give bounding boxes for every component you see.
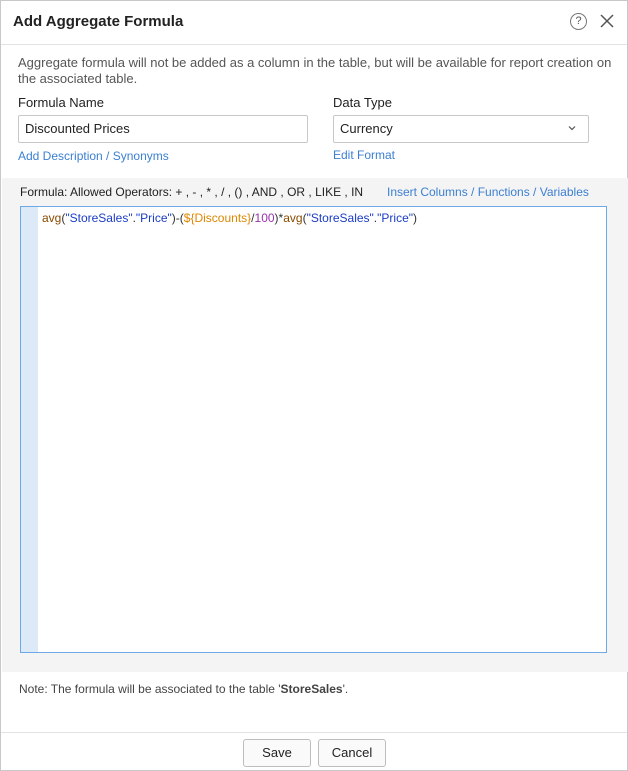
code-token: / (251, 211, 255, 225)
dialog-header (1, 1, 627, 45)
formula-name-value: Discounted Prices (25, 121, 130, 136)
insert-columns-link[interactable]: Insert Columns / Functions / Variables (387, 185, 589, 199)
code-token: "Price" (135, 211, 172, 225)
code-token: ) (171, 211, 176, 225)
code-token: ( (179, 211, 184, 225)
table-association-note (19, 682, 348, 696)
data-type-select[interactable] (333, 115, 589, 143)
code-token: "StoreSales" (65, 211, 133, 225)
note-suffix: '. (342, 682, 349, 696)
close-icon[interactable] (599, 13, 615, 29)
add-description-link[interactable]: Add Description / Synonyms (18, 149, 169, 163)
dialog-title: Add Aggregate Formula (13, 13, 184, 30)
code-token: "Price" (377, 211, 413, 225)
formula-name-label: Formula Name (18, 95, 104, 110)
code-token: ( (61, 211, 66, 225)
formula-name-input[interactable] (18, 115, 308, 143)
chevron-down-icon (568, 124, 576, 132)
data-type-label: Data Type (333, 95, 393, 110)
code-token: ${Discounts} (183, 211, 252, 225)
allowed-operators-label: Formula: Allowed Operators: + , - , * , / , () , AND , OR , LIKE , IN (20, 185, 364, 199)
code-token: * (278, 211, 284, 225)
help-icon[interactable]: ? (570, 13, 587, 30)
edit-format-link[interactable]: Edit Format (333, 148, 396, 162)
dialog-description: Aggregate formula will not be added as a column in the table, but will be available for report creation on the associated table. (18, 55, 612, 86)
code-token: ) (274, 211, 279, 225)
code-token: . (132, 211, 136, 225)
data-type-value: Currency (340, 121, 393, 136)
dialog-footer (1, 732, 627, 770)
note-table-name: StoreSales (280, 682, 343, 696)
code-token: . (373, 211, 378, 225)
formula-section (2, 178, 628, 672)
code-token: avg (283, 211, 303, 225)
formula-editor[interactable] (20, 206, 607, 653)
code-token: - (175, 211, 180, 225)
code-token: ( (302, 211, 307, 225)
note-prefix: Note: The formula will be associated to the table ' (19, 682, 281, 696)
formula-code (42, 211, 417, 225)
editor-gutter (21, 207, 38, 652)
code-token: avg (42, 211, 62, 225)
code-token: ) (413, 211, 417, 225)
save-button[interactable]: Save (243, 739, 311, 767)
code-token: "StoreSales" (306, 211, 374, 225)
code-token: 100 (254, 211, 275, 225)
cancel-button[interactable]: Cancel (318, 739, 386, 767)
